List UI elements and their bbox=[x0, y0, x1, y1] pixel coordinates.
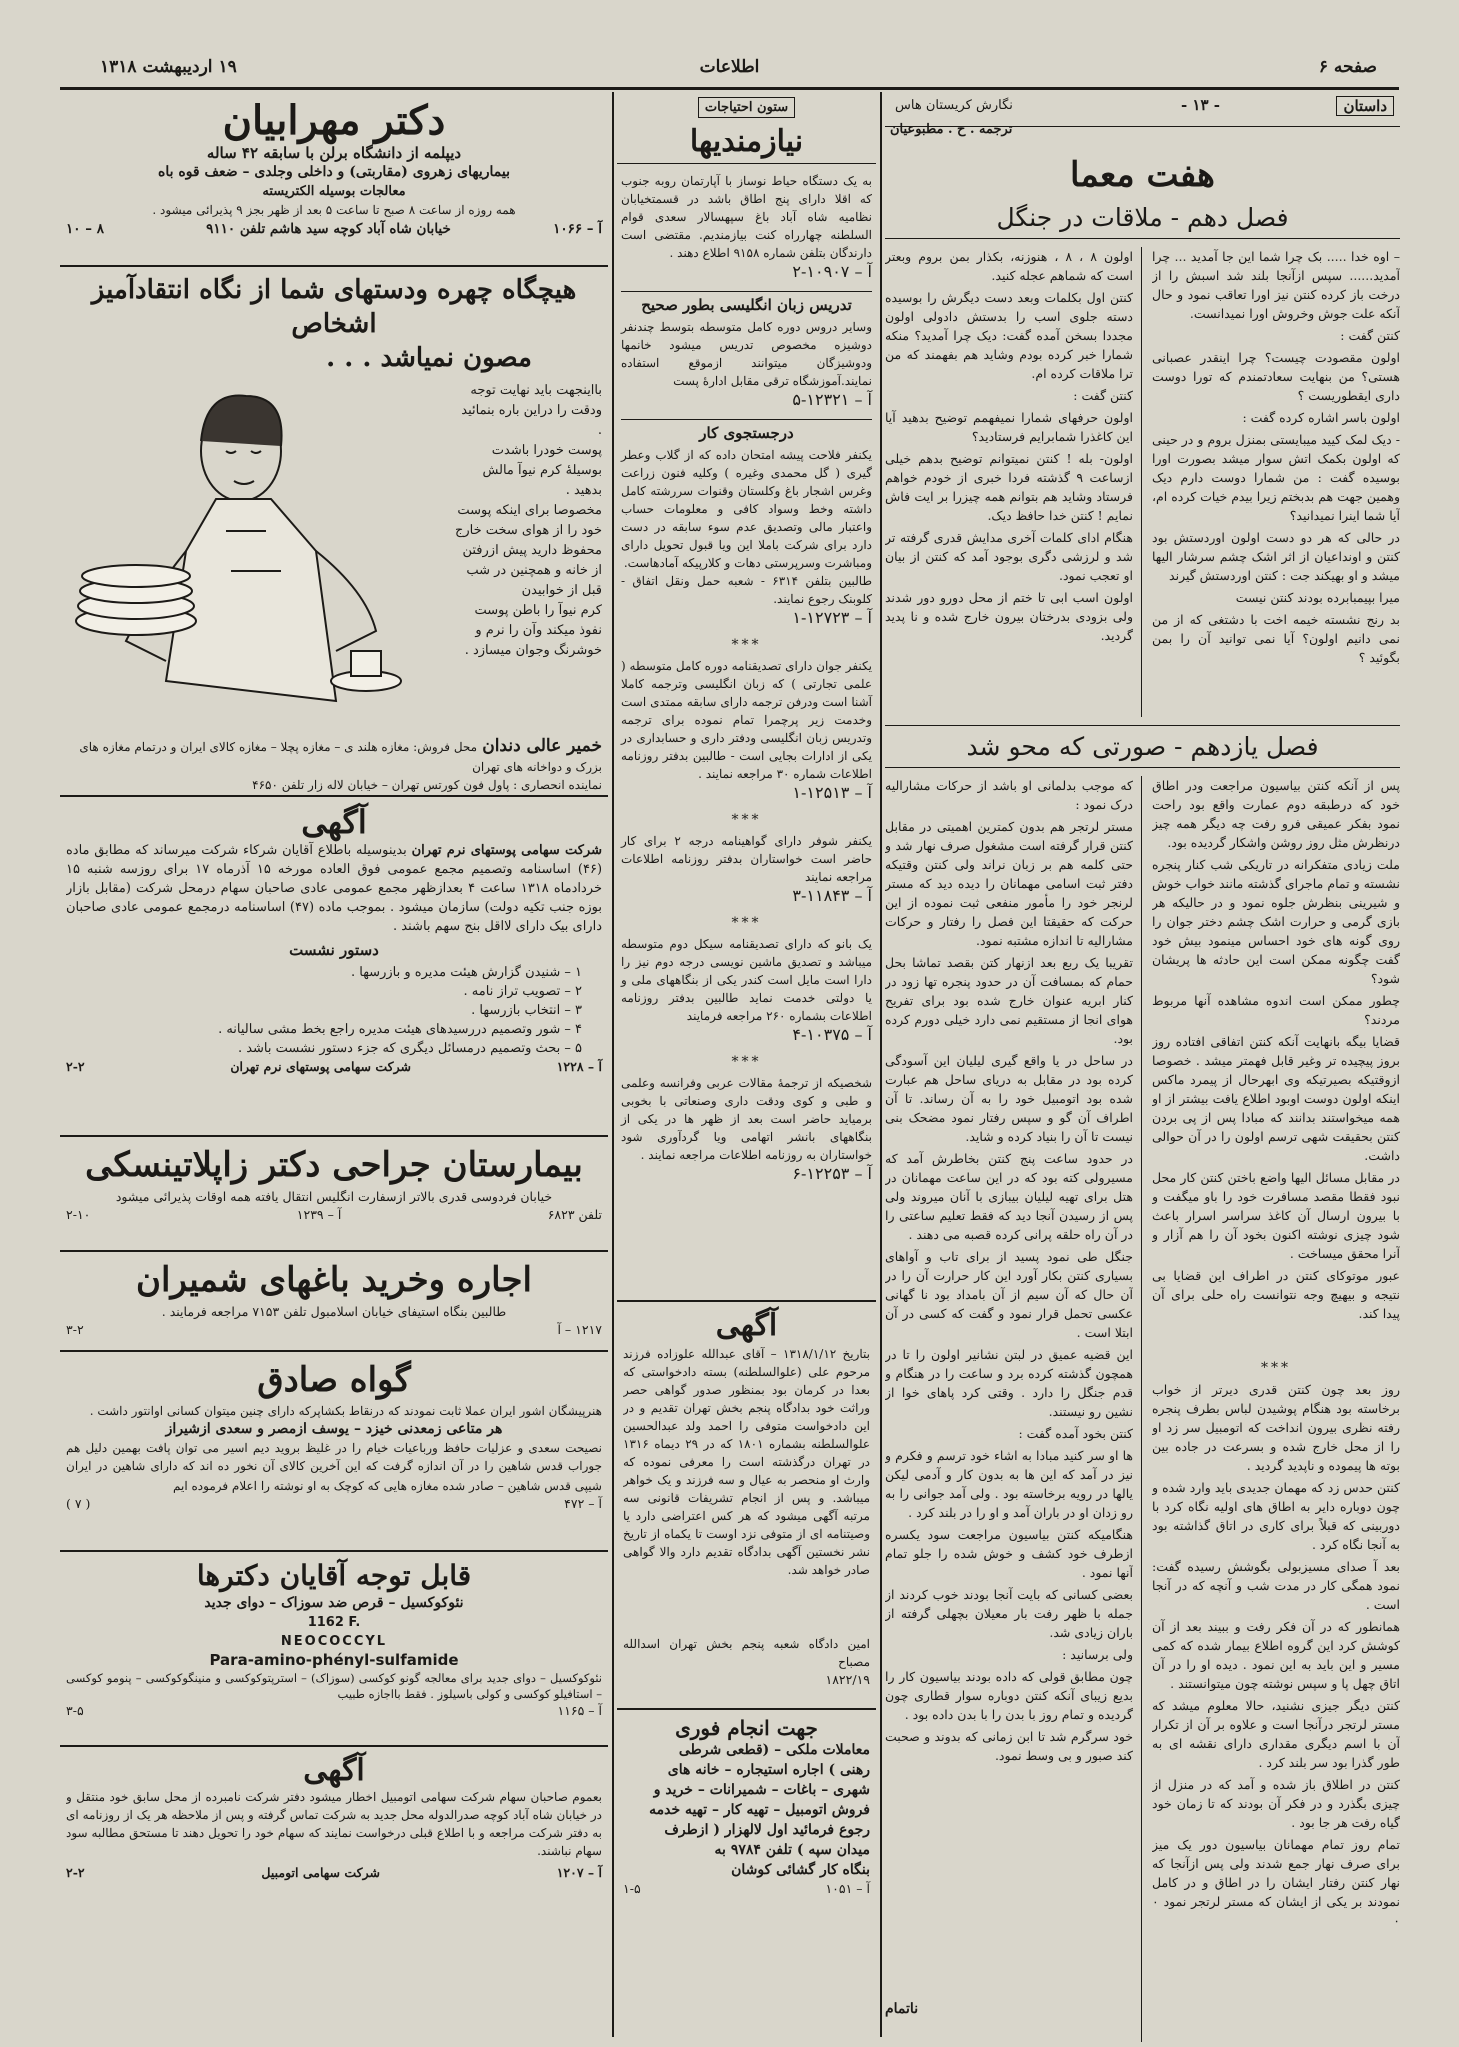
story-paragraph: عبور موتوکای کنتن در اطراف این قضایا بی نتیجه و بیهیچ وجه نتوانست راه حلی برای آن پیدا کند. bbox=[1152, 1268, 1400, 1321]
hospital-code: ۲-۱۰ bbox=[66, 1207, 91, 1222]
story-paragraph: ولی برسانید : bbox=[1062, 1647, 1133, 1662]
mehrabian-treatment: معالجات بوسیله الکتریسته bbox=[262, 184, 406, 199]
auto-notice-text: بعموم صاحبان سهام شرکت سهامی اتومبیل اخطار میشود دفتر شرکت نامبرده از محل سابق خود منتقل و در خیابان شاه آباد کوچه صدرالدوله محل جدید به شرکت تماس گرفته و پس از ملاحظه هر یک از روزنامه ای به دفتر شرکت مراجعه و با اطلاع قبلی درخواست نمایند که سهام خود را تحویل دهند تا مستحق مطالبه سود سهام نباشند. bbox=[66, 1790, 602, 1858]
story-paragraph: روز بعد چون کنتن قدری دیرتر از خواب برخاسته بود هنگام پوشیدن لباس بطرف پنجره رفته نظری بیرون انداخت که اتومبیل سر زد او را از محل خارج شده و بسرعت در جاده بین بوته ها پیموده و ناپدید گردید . bbox=[1152, 1382, 1400, 1473]
needs-title: نیازمندیها bbox=[617, 124, 876, 164]
furs-notice bbox=[60, 797, 608, 1137]
shemiran-ad bbox=[60, 1252, 608, 1352]
story-paragraph: در مقابل مسائل الیها واضع باختن کنتن کار محل نبود فقطا مقصد مسافرت خود را باو میگفت و با بیرون ارسال آن کاغذ سراسر اسرار باعث شود چیزی نوشته اکنون بخود آن را هم آزار و آنرا محقق میساخت . bbox=[1152, 1170, 1400, 1261]
story-paragraph: اولون باسر اشاره کرده گفت : bbox=[1242, 410, 1400, 425]
auto-notice-code: ۲-۲ bbox=[66, 1865, 85, 1880]
nivea-headline: هیچگاه چهره ودستهای شما از نگاه انتقادآمیز اشخاص bbox=[91, 275, 577, 339]
classified-item bbox=[617, 909, 876, 1048]
story-paragraph: اولون اسب ابی تا ختم از محل دورو دور شدند ولی بزودی بدرختان بیرون خارج شده و نا پدید گردید. bbox=[885, 590, 1133, 643]
auto-company-notice bbox=[60, 1747, 608, 1897]
story-paragraph: کنتن گفت : bbox=[1340, 328, 1400, 343]
story-paragraph: بعد آ صدای مسیزبولی بگوشش رسیده گفت: نمود همگی کار در مدت شب و آنچه که در آنجا است . bbox=[1152, 1559, 1400, 1612]
kooshan-ref: آ – ۱۰۵۱ bbox=[825, 1881, 870, 1896]
story-paragraph: ها او سر کنید مبادا به اشاء خود ترسم و فکرم و نیز در آمد که این ها به بدون کار و آدمی لیکن یالها در رویه برخاسته بود . ولی آمد جوانی را به رو زدان او در باران آمد و او را در بلند کرد . bbox=[885, 1448, 1133, 1520]
chapter10-title: فصل دهم - ملاقات در جنگل bbox=[885, 203, 1400, 239]
chapter11-body bbox=[885, 776, 1400, 2042]
classified-separator: *** bbox=[731, 1054, 762, 1070]
story-byline-translator: ترجمه . ح . مطبوعیان bbox=[890, 122, 1013, 137]
witness-title: گواه صادق bbox=[257, 1360, 411, 1400]
court-notice-text: بتاریخ ۱۳۱۸/۱/۱۲ – آقای عبدالله علوزاده فرزند مرحوم علی (علوالسلطنه) بسته دادخواستی که بعدا در کرمان بود بمنظور صدور گواهی حصر وراثت خود بدادگاه پنجم بخش تهران تقدیم و در این دادخواست متوفی را احمد ولد عبدالحسین علوالسلطنه بشماره ۱۸۰۱ که در ۲۹ دیماه ۱۳۱۶ در تهران درگذشته است را معرفی نموده که وارث او منحصر به عیال و سه فرزند و یک خواهر میباشد. و پس از انجام تشریفات قانونی سه مرتبه آگهی میشود که هر کس اعتراضی دارد یا وصیتنامه ای از متوفی نزد اوست تا یکماه از تاریخ نشر نخستین آگهی بدادگاه تقدیم دارد والا گواهی صادر خواهد شد. bbox=[623, 1347, 870, 1577]
mehrabian-address: خیابان شاه آباد کوچه سید هاشم تلفن ۹۱۱۰ bbox=[206, 221, 451, 237]
story-paragraph: ملت زیادی متفکرانه در تاریکی شب کنار پنجره نشسته و تمام ماجرای گذشته مانند خواب خوش و شیرینی بنظرش جلوه نمود و در حالیکه هر بازی گرمی و حرارت اشک چشم دختر جوان را روی گونه های خود احساس مینمود بیش خود گفت چگونه ممکن است این حادثه ها پریشان شود؟ bbox=[1152, 857, 1400, 986]
classified-text: یکنفر جوان دارای تصدیقنامه دوره کامل متوسطه ( علمی تجارتی ) که زبان انگلیسی وترجمه کاملا آشنا است ودرفن ترجمه دارای سابقه ممتدی است وخدمت زیر پرچمرا تمام نموده برای ترجمه وتدریس زبان انگلیسی ودفتر داری و حسابداری در یکی از ادارات بجایی است - طالبین بدفتر روزنامه اطلاعات شماره ۳۰ مراجعه نمایند . bbox=[621, 659, 872, 781]
classified-ref: آ – ۱۰۹۰ bbox=[806, 262, 872, 281]
story-paragraph: قضایا بیگه بانهایت آنکه کنتن اتفاقی افتاده روز بروز پیچیده تر وغیر قابل فهمتر میشد . خصوصا ازوقتیکه بصیرتیکه وی ابهرحال از پیمرد ماکس اینکه اولون دوست اوبود اطلاع یافت بیشتر از او همه میخواستند بدانند که مبادا پس از پی بردن کنتن بحقیقت شهی ترسم اولون را در آن حوالی داشت. bbox=[1152, 1034, 1400, 1163]
header-rule bbox=[60, 87, 1399, 90]
kooshan-line: فروش اتومبیل – تهیه کار – تهیه خدمه bbox=[649, 1802, 870, 1818]
shemiran-ref: ۱۲۱۷ – آ bbox=[557, 1322, 602, 1337]
story-paragraph: کنتن دیگر جیزی نشنید، حالا معلوم میشد که مستر لرتجر درآنجا است و علاوه بر آن از تکرار آن با اسم دیگری مقداری دارای نقشه ای به طور گذرا بود سر بلند کرد . bbox=[1152, 1698, 1400, 1770]
furs-company: شرکت سهامی پوستهای نرم تهران bbox=[411, 843, 602, 858]
mehrabian-credentials: دیپلمه از دانشگاه برلن با سابقه ۴۲ ساله bbox=[206, 144, 462, 162]
story-paragraph: اولون حرفهای شمارا نمیفهمم توضیح بدهید آیا این کاغذرا شمابرایم فرستادید؟ bbox=[885, 410, 1133, 444]
classified-ref: آ – ۱۰۳۷ bbox=[806, 1025, 872, 1044]
story-paragraph: اولون مقصودت چیست؟ چرا اینقدر عصبانی هستی؟ من بنهایت سعادتمندم که تورا دوست داری ایقطوریست ؟ bbox=[1152, 350, 1400, 403]
story-paragraph: پس از آنکه کنتن بیاسیون مراجعت ودر اطاق خود که درطبقه دوم عمارت واقع بود راحت نمود بفکر عمیقی فرو رفت چه دیگر همه چیز درنظرش مثل روز روشن واشکار گردیده بود. bbox=[1152, 778, 1400, 850]
witness-ad bbox=[60, 1352, 608, 1552]
story-paragraph: در حالی که هر دو دست اولون اوردستش بود کنتن و اونداعیان از اثر اشک چشم سرشار الیها میشد و او بهیکند جت : کنتن اوردستش گیرند bbox=[1152, 530, 1400, 583]
auto-notice-signature: شرکت سهامی اتومبیل bbox=[261, 1865, 380, 1880]
nivea-code bbox=[66, 794, 83, 797]
neococcyl-ad-code: ۳-۵ bbox=[66, 1703, 84, 1718]
agenda-item: ۱ – شنیدن گزارش هیئت مدیره و بازرسها . bbox=[350, 965, 582, 980]
classified-separator: *** bbox=[731, 915, 762, 931]
mehrabian-hours: همه روزه از ساعت ۸ صبح تا ساعت ۵ بعد از ظهر بجز ۹ پذیرائی میشود . bbox=[152, 203, 516, 217]
furs-notice-text: بدینوسیله باطلاع آقایان شرکاء شرکت میرساند که مطابق ماده (۴۶) اساسنامه وتصمیم مجمع عمومی فوق العاده مورخه ۱۵ آذرماه ۱۷ برای روزسه شنبه ۱۵ خردادماه ۱۳۱۸ ساعت ۴ بعدازظهر مجمع عمومی عادی صاحبان سهام درمحل شرکت (مقابل بازار بوزه جنب تکیه دولت) سازمان میشود . بموجب ماده (۴۷) اساسنامه درمجمع عمومی عادی صاحبان دارای بیک دارای لااقل بنج سهم باشند . bbox=[66, 843, 602, 934]
story-paragraph: کنتن حدس زد که مهمان جدیدی باید وارد شده و چون دوباره دایر به اطاق های اولیه نگاه کرد با دوربینی که قبلاً برای کاری در اتاق گذاشته بود به آنجا نگاه کرد . bbox=[1152, 1480, 1400, 1552]
agenda-item: ۵ – بحث وتصمیم درمسائل دیگری که جزء دستور نشست باشد . bbox=[237, 1041, 582, 1056]
mehrabian-specialty: بیماریهای زهروی (مقاربتی) و داخلی وجلدی – ضعف قوه باه bbox=[157, 164, 510, 180]
neococcyl-line: نئوکوکسیل – قرص ضد سوزاک – دوای جدید bbox=[204, 1595, 464, 1611]
story-section bbox=[885, 92, 1400, 2042]
page-number: صفحه ۶ bbox=[1318, 57, 1377, 77]
chapter11-col-right bbox=[1152, 776, 1400, 2042]
nivea-paragraph: کرم نیوآ را باطن پوست نفوذ میکند وآن را نرم و خوشرنگ وجوان میسازد . bbox=[464, 603, 602, 658]
shemiran-title: اجاره وخرید باغهای شمیران bbox=[136, 1260, 532, 1300]
hospital-address: خیابان فردوسی قدری بالاتر ازسفارت انگلیس انتقال یافته همه اوقات پذیرائی میشود bbox=[115, 1189, 553, 1204]
neococcyl-code: 1162 F. bbox=[307, 1615, 361, 1630]
hospital-title: بیمارستان جراحی دکتر زاپلاتینسکی bbox=[85, 1145, 583, 1185]
kooshan-title: جهت انجام فوری bbox=[675, 1716, 818, 1740]
story-byline-author: نگارش کریستان هاس bbox=[895, 98, 1013, 113]
nivea-agent: نماینده انحصاری : پاول فون کورتس تهران – خیابان لاله زار تلفن ۴۶۵۰ bbox=[252, 778, 602, 792]
classified-text: وسایر دروس دوره کامل متوسطه بتوسط چندنفر دوشیزه مخصوص تدریس میشود خانمها ودوشیزگان میتوانند ازموقع استفاده نمایند.آموزشگاه ترقی مقابل ادارهٔ پست bbox=[621, 320, 872, 388]
agenda-item: ۲ – تصویب تراز نامه . bbox=[463, 984, 582, 999]
auto-notice-title: آگهی bbox=[303, 1753, 365, 1788]
nivea-product: خمیر عالی دندان bbox=[482, 736, 602, 756]
nivea-illustration bbox=[66, 381, 446, 736]
classifieds-list bbox=[617, 170, 876, 1300]
kooshan-code: ۱-۵ bbox=[623, 1881, 641, 1896]
kooshan-line: بنگاه کار گشائی کوشان bbox=[731, 1862, 870, 1878]
furs-ref: آ – ۱۲۲۸ bbox=[556, 1059, 602, 1074]
neococcyl-chemical: Para-amino-phényl-sulfamide bbox=[209, 1651, 459, 1669]
classified-code: ۳-۱ bbox=[792, 783, 850, 802]
kooshan-line: میدان سپه ) تلفن ۹۷۸۴ به bbox=[714, 1842, 870, 1858]
court-notice-footer: امین دادگاه شعبه پنجم بخش تهران اسدالله مصباح bbox=[623, 1637, 870, 1669]
chapter10-col-right bbox=[1152, 247, 1400, 717]
story-paragraph: در ساحل در یا واقع گیری لیلیان این آسودگی کرده بود در مقابل به دریای ساحل هم عبارت شده بود اتومبیل خود را به آن رساند. تا آن اطراف آن گو و سپس رفتار نمود مضحک بنی نیست تا آن را بنیاد کرده و شاید. bbox=[885, 1053, 1133, 1144]
witness-extra: شیپی قدس شاهین – صادر شده مغازه هایی که کوچک به او نوشته را اعلام فرموده ایم bbox=[173, 1479, 602, 1493]
neococcyl-title: قابل توجه آقایان دکترها bbox=[196, 1559, 472, 1592]
story-title: هفت معما bbox=[1070, 155, 1215, 195]
story-paragraph: مستر لرتجر هم بدون کمترین اهمیتی در مقابل کنتن قرار گرفته است مشغول صرف نهار شد و حتی کلمه هم بر زبان نراند ولی کنتن وقتیکه دفتر ثبت اسامی مهمانان را دیده دید که مستر لرنجر خود را مأمور منفعی ثبت نموده از این حرکت که حقیقتا این فصل را رفتار و حرکات مشاراليه تا اندازه مشتبه نمود. bbox=[885, 819, 1133, 948]
story-paragraph: کنتن بخود آمده گفت : bbox=[1018, 1426, 1133, 1441]
section-label: داستان bbox=[1336, 96, 1394, 116]
court-notice-ref: ۱۸۲۲/۱۹ bbox=[825, 1672, 870, 1687]
story-paragraph: هنگامیکه کنتن بیاسیون مراجعت سود یکسره ازطرف خود کشف و خوش شده را جلو تمام آنها نمود . bbox=[885, 1527, 1133, 1580]
shemiran-code: ۳-۲ bbox=[66, 1322, 84, 1337]
page-header bbox=[60, 55, 1399, 89]
series-number: - ۱۳ - bbox=[1180, 96, 1220, 114]
story-paragraph: هنگام ادای کلمات آخری مدایش قدری گرفته تر شد و لرزشی دگری بوجود آمد که کنتن از بیان او تعجب نمود. bbox=[885, 530, 1133, 583]
nivea-distributors: محل فروش: مغازه هلند ی – مغازه پچلا – مغازه کالای ایران و درتمام مغازه های بزرک و دواخانه های تهران bbox=[79, 740, 602, 774]
kooshan-line: رجوع فرمائید اول لالهزار ( ازطرف bbox=[664, 1822, 870, 1838]
classified-ref: آ – ۱۲۷۲ bbox=[806, 608, 872, 627]
classified-item bbox=[617, 170, 876, 285]
classified-heading: تدریس زبان انگلیسی بطور صحیح bbox=[621, 291, 872, 314]
furs-code: ۲-۲ bbox=[66, 1059, 85, 1074]
classified-text: یکنفر شوفر دارای گواهینامه درجه ۲ برای کار حاضر است خواستاران بدفتر روزنامه اطلاعات مراجعه نمایند bbox=[621, 834, 872, 884]
needs-column bbox=[617, 92, 876, 2042]
story-paragraph: همانطور که در آن فکر رفت و ببیند بعد از آن کوشش کرد این گروه اطلاع بیمار شده که کمی مسیر و این باید به این نمود . دیده او را در آن اتاق چهل پا و سپس نوشته چون میتوانستند . bbox=[1152, 1619, 1400, 1691]
classified-ref: آ – ۱۱۸۴ bbox=[806, 886, 872, 905]
classified-code: ۱-۵ bbox=[792, 390, 850, 409]
kooshan-line: شهری – باغات – شمیرانات – خرید و bbox=[653, 1782, 870, 1798]
court-notice-title: آگهی bbox=[715, 1308, 778, 1343]
hospital-ref: آ – ۱۲۳۹ bbox=[296, 1207, 342, 1222]
neococcyl-text: نئوکوکسیل – دوای جدید برای معالجه گونو کوکسی (سوزاک) – استرپتوکوکسی و منینگوکوکسی – پنومو کوکسی – استافیلو کوکسی و کولی باسیلوز . فقط بااجازه طبیب bbox=[66, 1671, 602, 1701]
kooshan-line: معاملات ملکی – (قطعی شرطی bbox=[678, 1742, 870, 1758]
furs-notice-title: آگهی bbox=[301, 803, 367, 841]
hospital-phone: تلفن ۶۸۲۳ bbox=[547, 1207, 602, 1222]
classified-item bbox=[617, 806, 876, 909]
nivea-ad bbox=[60, 267, 608, 797]
needs-column-label: ستون احتیاجات bbox=[698, 97, 795, 118]
neococcyl-ad bbox=[60, 1552, 608, 1747]
kooshan-ad bbox=[617, 1710, 876, 1900]
chapter10-col-left bbox=[885, 247, 1142, 717]
issue-date: ۱۹ اردیبهشت ۱۳۱۸ bbox=[100, 57, 237, 77]
classified-code: ۷-۲ bbox=[792, 262, 850, 281]
nivea-paragraph: پوست خودرا باشدت بوسیلهٔ کرم نیوآ مالش بدهید . bbox=[482, 443, 602, 498]
classified-code: ۵-۴ bbox=[792, 1025, 850, 1044]
story-paragraph: جنگل طی نمود پسید از برای تاب و آواهای بسیاری کنتن بکار آورد این کار حرارت آن را در آن حال که آن سیم از آن بامداد بود نا گهانی عکسی تحمل قرار نمود و گفت که کسی در آن ابتلا است . bbox=[885, 1249, 1133, 1340]
chapter10-body bbox=[885, 247, 1400, 717]
story-paragraph: تقریبا یک ربع بعد ازنهار کتن بقصد تماشا بحل حمام که بمسافت آن در حدود پنجره تها زود در کنار ابریه عنوان خارج شده بود برای تفریح هوای انجا از مستقیم نمی دارد خیلی دورم کرده بود. bbox=[885, 955, 1133, 1046]
court-notice bbox=[617, 1300, 876, 1710]
classified-item bbox=[617, 413, 876, 631]
story-paragraph: بد رنج نشسته خیمه اخت با دشتغی که از من نمی دانیم اولون؟ آیا نمی توانید آن را بمن بگوئید ؟ bbox=[1152, 612, 1400, 665]
classified-text: شخصیکه از ترجمهٔ مقالات عربی وفرانسه وعلمی و طبی و کوی ودقت داری وصنعاتی با بخوبی برمیاید حاضر است بعد از ظهر ها در یکی از بنگاههای بانشر اتهامی ویا گردآوری شود خواستاران به روزنامه اطلاعات مراجعه نمایند . bbox=[621, 1076, 872, 1162]
story-paragraph: کنتن گفت : bbox=[1073, 388, 1133, 403]
story-paragraph: چون مطابق قولی که داده بودند بیاسیون کار را بدیع زیبای آنکه کنتن دوباره سوار قطاری چون گردیده و تمام روز با بدن را با بدن داده بود . bbox=[885, 1669, 1133, 1722]
nivea-paragraph: بااینجهت باید نهایت توجه ودقت را دراین باره بنمائید . bbox=[461, 383, 602, 438]
story-paragraph: بعضی کسانی که بایت آنجا بودند خوب کردند از جمله با ظهر رفت بار معیلان بچهلی گرفته از باران زیادی شد. bbox=[885, 1587, 1133, 1640]
classified-text: یکنفر فلاحت پیشه امتحان داده که از گلاب وعطر گیری ( گل محمدی وغیره ) وکلیه فنون زراعت وغرس اشجار باغ وکلستان وقنوات سررشته کامل داشته وخط وسواد کافی و معلومات حساب واعتبار مالی وتصدیق عدم سوء سابقه در دست دارد برای شرکت باملا این ویا قبول تحویل دارای ومباشرت وسرپرستی دهات و کلارپیکه آمادهاست. bbox=[621, 448, 872, 570]
agenda-item: ۳ – انتخاب بازرسها . bbox=[471, 1003, 582, 1018]
classified-item bbox=[617, 285, 876, 413]
nivea-paragraph: مخصوصا برای اینکه پوست خود را از هوای سخت خارج محفوظ دارید پیش ازرفتن از خانه و همچنین در شب قبل از خوابیدن bbox=[454, 503, 602, 598]
story-paragraph: - دیک لمک کیید میبایستی بمنزل بروم و در حینی که اولون بکمک اتش سوار میشد بصورت اورا بوسیده گفت : من شمارا دوست دارم دیک وهمین جهت هم بدبختم زیرا بیدم خیات کرده ام، آیا شما اینرا نمیدانید؟ bbox=[1152, 432, 1400, 523]
story-paragraph: اولون ۸ ، ۸ ، هنوزنه، بکذار بمن بروم وبعتر است که شماهم عجله کنید. bbox=[885, 249, 1133, 283]
witness-names: هر متاعی زمعدنی خیزد – یوسف ازمصر و سعدی ازشیراز bbox=[165, 1421, 503, 1437]
classified-separator: *** bbox=[731, 812, 762, 828]
story-paragraph: در حدود ساعت پنج کنتن بخاطرش آمد که مسیرولی کته بود که در این ساعت مهمانان در هتل برای تهیه لیلیان بیبازی با آنان میروند ولی پس از رسیدن آنجا دید که فقط تعلیم ساعتی را در آن راه حلقه پرانی کرده قصبه می دهند . bbox=[885, 1151, 1133, 1242]
classified-ref: آ – ۱۲۵۱ bbox=[806, 783, 872, 802]
classified-text: به یک دستگاه حیاط نوساز با آپارتمان روبه جنوب که اقلا دارای پنج اطاق باشد در قسمتخیابان نظامیه شاه آباد باغ سپهسالار سعدی قوام السلطنه چهارراه کنت بیازمندیم. مقتضی است دارندگان بتلفن شماره ۹۱۵۸ اطلاع دهند . bbox=[621, 174, 872, 260]
classified-ref: آ – ۱۲۲۵ bbox=[806, 1164, 872, 1183]
classified-heading: درجستجوی کار bbox=[621, 419, 872, 442]
story-paragraph: که موجب بدلمانی او باشد از حرکات مشاراليه درک نمود : bbox=[885, 778, 1133, 812]
nivea-copy bbox=[454, 381, 602, 736]
woman-with-dishes-icon bbox=[66, 381, 446, 731]
column-divider bbox=[880, 92, 882, 2037]
furs-signature: شرکت سهامی پوستهای نرم تهران bbox=[230, 1059, 411, 1074]
to-be-continued: ناتمام bbox=[885, 2001, 919, 2017]
classified-separator: *** bbox=[731, 637, 762, 653]
shemiran-text: طالبین بنگاه استیفای خیابان اسلامبول تلفن ۷۱۵۳ مراجعه فرمایند . bbox=[161, 1304, 507, 1319]
chapter11-title: فصل یازدهم - صورتی که محو شد bbox=[885, 725, 1400, 768]
neococcyl-brand: NEOCOCCYL bbox=[280, 1634, 388, 1649]
classified-extra: طالبین بتلفن ۶۳۱۴ - شعبه حمل ونقل اتفاق - کلوبنک رجوع نمایند. bbox=[621, 574, 873, 606]
story-paragraph: تمام روز تمام مهمانان بیاسیون دور یک میز برای صرف نهار جمع شدند ولی پس ازآنجا که نهار کنتن رفتار ایشان را در اطاق و در کامل نمودند بر یکی از ایشان که مستر لرتجر نمود ۰ ۰ bbox=[1152, 1837, 1400, 1928]
classified-code: ۳-۳ bbox=[792, 886, 850, 905]
mehrabian-title: دکتر مهرابیان bbox=[222, 97, 446, 144]
story-paragraph: این قضیه عمیق در لبتن نشانیر اولون را تا در همچون گذشته کرده برد و ساعت را در هنگام و قدم جنگل را دارد . وقتی کرد پاهای خوا از نشین رو نیستند. bbox=[885, 1347, 1133, 1419]
classified-code: ۳-۱ bbox=[792, 608, 850, 627]
story-paragraph: اولون- بله ! کنتن نمیتوانم توضیح بدهم خیلی ازساعت ۹ گذشته فردا خبری از خودم خواهم فرستاد وشاید هم بتوانم همه چیزرا بر ایت فاش نمایم ! کنتن خدا حافظ دیک. bbox=[885, 451, 1133, 523]
classified-item bbox=[617, 631, 876, 806]
classified-item bbox=[617, 1048, 876, 1187]
nivea-ref bbox=[557, 794, 602, 797]
auto-notice-ref: آ – ۱۲۰۷ bbox=[556, 1865, 602, 1880]
agenda-list bbox=[66, 963, 602, 1058]
story-paragraph: چطور ممکن است اندوه مشاهده آنها مربوط مردند؟ bbox=[1152, 993, 1400, 1027]
classified-text: یک بانو که دارای تصدیقنامه سیکل دوم متوسطه میباشد و تصدیق ماشین نویسی درجه دوم نیز را دارا است مایل است کندر یکی از بنگاههای ملی و یا دولتی خدمت نماید طالبین بدفتر روزنامه اطلاعات بشماره ۲۶۰ مراجعه فرمایند bbox=[621, 937, 872, 1023]
mehrabian-ref: آ – ۱۰۶۶ bbox=[553, 221, 602, 237]
witness-text: هنرپیشگان اشور ایران عملا ثابت نمودند که درنقاط بکشاپرکه دارای چنین میتوان کسانی اوانتور داشت . bbox=[89, 1404, 602, 1418]
witness-code: ( ۷ ) bbox=[66, 1496, 91, 1511]
story-paragraph: کنتن اول بکلمات وبعد دست دیگرش را بوسیده دسته جلوی اسب را بدستش دادولی اولون مجددا بسخن آمده گفت: دیک چرا آمدید؟ منکه شمارا خبر کرده بودم وشاید هم بفهمند که من ترا ملاقات کرده ام. bbox=[885, 290, 1133, 381]
agenda-title: دستور نشست bbox=[289, 941, 379, 959]
witness-text-2: نصیحت سعدی و عزلیات حافظ ورباعیات خیام را در غلیظ بروید دیم اسیر می توان پافت بهمین دلیل هم جوراب قدس شاهین را در آن اندازه گرفت که این آخرین کالای آن نخور ده اند که دارای شاهین در ایران bbox=[66, 1441, 602, 1473]
story-paragraph: خود سرگرم شد تا ابن زمانی که بدوند و صحبت کند صبور و بی وسط نمود. bbox=[885, 1729, 1133, 1763]
nivea-headline-2: مصون نمیاشد . . . bbox=[326, 343, 532, 373]
mehrabian-code: ۸ – ۱۰ bbox=[66, 221, 104, 237]
classified-code: ۳-۶ bbox=[792, 1164, 850, 1183]
hospital-ad bbox=[60, 1137, 608, 1252]
neococcyl-ref: آ – ۱۱۶۵ bbox=[557, 1703, 602, 1718]
agenda-item: ۴ – شور وتصمیم دررسیدهای هیئت مدیره راجع بخط مشی سالیانه . bbox=[218, 1022, 582, 1037]
witness-ref: آ – ۴۷۲ bbox=[564, 1496, 602, 1511]
paper-name: اطلاعات bbox=[699, 57, 760, 77]
column-divider bbox=[612, 92, 614, 2037]
kooshan-line: رهنی ) اجاره استیجاره – خانه های bbox=[667, 1762, 870, 1778]
section-separator: *** bbox=[1261, 1360, 1291, 1376]
ads-column bbox=[60, 92, 608, 2042]
story-paragraph: – اوه خدا ..... بک چرا شما این جا آمدید ... چرا آمدید...... سپس ازآنجا بلند شد اسبش را از درخت باز کرده کنتن نیز اورا تعاقب نمود و حال آنکه علت جوش وخروش اورا نمیدانست. bbox=[1152, 249, 1400, 321]
chapter11-col-left bbox=[885, 776, 1142, 2042]
story-paragraph: کنتن در اطلاق باز شده و آمد که در منزل از چیزی بگذرد و در فکر آن بودند که تا زمان خود گیاه رفت هر جا بود . bbox=[1152, 1777, 1400, 1830]
mehrabian-ad bbox=[60, 92, 608, 267]
story-paragraph: میرا بپیمبابرده بودند کنتن نیست bbox=[1235, 590, 1400, 605]
classified-ref: آ – ۱۲۳۲ bbox=[806, 390, 872, 409]
